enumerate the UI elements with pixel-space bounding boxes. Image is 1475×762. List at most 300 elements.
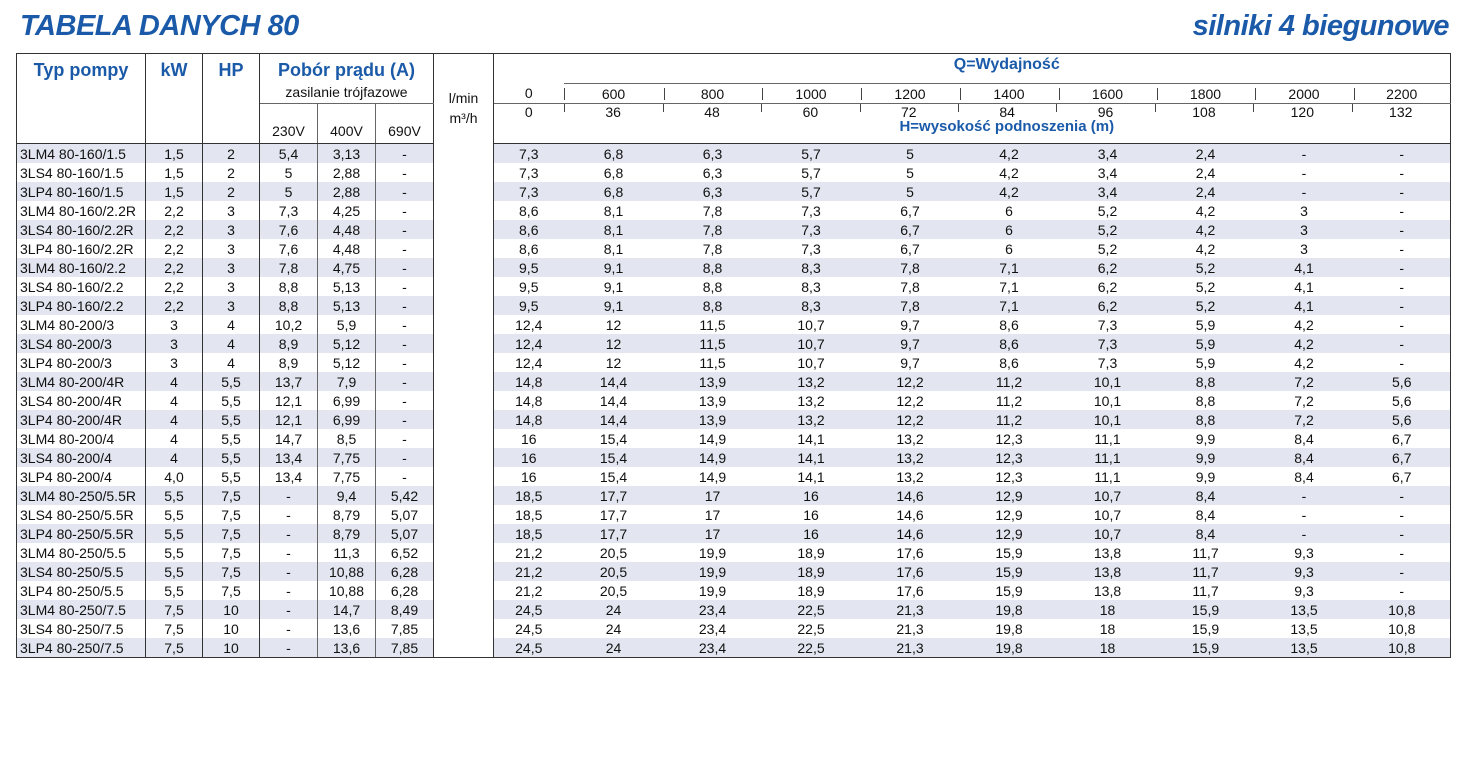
cell-head-q6: 18: [1059, 638, 1157, 658]
cell-typ-pompy: 3LM4 80-250/5.5: [17, 543, 146, 562]
cell-head-q4: 7,8: [861, 258, 960, 277]
cell-head-q4: 21,3: [896, 620, 924, 637]
cell-head-q8: -: [1255, 486, 1354, 505]
cell-400v: 10,88: [318, 581, 376, 600]
cell-head-q9: -: [1354, 334, 1451, 353]
cell-head-q2: 13,9: [664, 410, 762, 429]
page-subtitle: silniki 4 biegunowe: [1192, 10, 1449, 42]
cell-typ-pompy: 3LS4 80-200/4R: [17, 391, 146, 410]
cell-head-q3: 8,3: [801, 278, 821, 295]
cell-units-spacer: [434, 448, 494, 467]
cell-head-q8: -: [1301, 164, 1307, 181]
cell-head-q2: 23,4: [664, 638, 762, 658]
cell-230v: 13,7: [260, 372, 318, 391]
cell-690v: -: [376, 182, 434, 201]
cell-head-q7: 11,7: [1192, 544, 1219, 561]
cell-head-q1: 24: [564, 600, 664, 619]
cell-kw: 2,2: [146, 201, 203, 220]
cell-head-q5: 7,1: [960, 296, 1059, 315]
cell-690v: 5,07: [376, 505, 434, 524]
cell-head-q8: 3: [1255, 220, 1354, 239]
cell-230v: 13,4: [260, 448, 318, 467]
cell-400v: 4,48: [318, 220, 376, 239]
cell-kw: 2,2: [146, 258, 203, 277]
cell-head-q8: 7,2: [1294, 392, 1314, 409]
cell-head-q9: -: [1354, 277, 1451, 296]
cell-head-q3: 8,3: [762, 296, 861, 315]
cell-units-spacer: [434, 486, 494, 505]
cell-head-q2: 11,5: [664, 334, 762, 353]
flow-m3h-7: 108: [1155, 104, 1253, 120]
cell-690v: 5,42: [376, 486, 434, 505]
cell-head-q1: 6,8: [564, 144, 664, 164]
cell-head-q3: 5,7: [762, 182, 861, 201]
cell-head-q6: 18: [1099, 620, 1116, 637]
cell-head-q5: 8,6: [999, 354, 1019, 371]
cell-head-q3: 22,5: [797, 620, 825, 637]
cell-head-q4: 9,7: [900, 354, 920, 371]
cell-head-q8: 9,3: [1294, 544, 1314, 561]
header-q-wydajnosc: Q=Wydajność: [564, 54, 1451, 84]
cell-head-q1: 24: [564, 638, 664, 658]
cell-typ-pompy: 3LM4 80-250/7.5: [17, 600, 146, 619]
cell-typ-pompy: 3LM4 80-200/4R: [17, 372, 146, 391]
cell-690v: -: [376, 391, 434, 410]
cell-head-q4: 21,3: [861, 638, 960, 658]
cell-typ-pompy: 3LP4 80-250/5.5: [17, 581, 146, 600]
cell-400v: 7,75: [318, 467, 376, 486]
cell-head-q3: 10,7: [797, 316, 825, 333]
cell-head-q7: 9,9: [1195, 430, 1216, 447]
cell-head-q1: 15,4: [599, 430, 628, 447]
cell-230v: 12,1: [260, 410, 318, 429]
cell-head-q4: 14,6: [861, 486, 960, 505]
cell-head-q8: 4,1: [1255, 296, 1354, 315]
cell-head-q4: 12,2: [861, 372, 960, 391]
cell-head-q2: 7,8: [702, 240, 723, 257]
cell-head-q9: -: [1354, 562, 1451, 581]
cell-head-q5: 8,6: [999, 316, 1019, 333]
cell-690v: -: [376, 239, 434, 258]
cell-kw: 5,5: [146, 486, 203, 505]
cell-head-q2: 19,9: [698, 544, 727, 561]
cell-hp: 5,5: [203, 391, 260, 410]
cell-head-q3: 18,9: [797, 582, 825, 599]
flow-lmin-8: 2000: [1255, 84, 1354, 104]
cell-head-q0: 7,3: [494, 182, 564, 201]
flow-m3h-2: 48: [663, 104, 761, 120]
cell-units-spacer: [434, 505, 494, 524]
cell-head-q7: 15,9: [1191, 620, 1220, 637]
cell-head-q8: -: [1255, 144, 1354, 164]
cell-head-q2: 6,3: [664, 144, 762, 164]
flow-lmin-7: 1800: [1157, 84, 1255, 104]
cell-head-q4: 5: [861, 182, 960, 201]
cell-400v: 5,13: [318, 277, 376, 296]
cell-head-q9: 5,6: [1354, 391, 1451, 410]
cell-400v: 6,99: [318, 391, 376, 410]
table-row: [17, 372, 1451, 391]
cell-head-q2: 23,4: [664, 600, 762, 619]
cell-hp: 7,5: [203, 505, 260, 524]
cell-head-q6: 10,7: [1093, 506, 1122, 523]
table-row: [17, 429, 1451, 448]
cell-kw: 7,5: [146, 619, 203, 638]
cell-units-spacer: [434, 144, 494, 164]
cell-head-q2: 7,8: [664, 220, 762, 239]
flow-lmin-9: 2200: [1354, 84, 1451, 104]
cell-head-q1: 20,5: [599, 544, 628, 561]
cell-kw: 5,5: [146, 581, 203, 600]
cell-head-q1: 12: [605, 316, 622, 333]
cell-head-q7: 8,4: [1157, 486, 1255, 505]
cell-units-spacer: [434, 201, 494, 220]
cell-230v: 8,9: [260, 334, 318, 353]
cell-690v: 7,85: [376, 619, 434, 638]
cell-head-q7: 4,2: [1195, 240, 1216, 257]
cell-690v: -: [376, 410, 434, 429]
cell-typ-pompy: 3LM4 80-200/3: [17, 315, 146, 334]
table-row: [17, 562, 1451, 581]
cell-head-q8: 13,5: [1290, 620, 1318, 637]
cell-typ-pompy: 3LS4 80-250/5.5R: [17, 505, 146, 524]
cell-690v: -: [376, 296, 434, 315]
cell-head-q8: 13,5: [1255, 638, 1354, 658]
cell-230v: -: [260, 562, 318, 581]
cell-head-q0: 7,3: [494, 144, 564, 164]
cell-head-q6: 6,2: [1097, 278, 1118, 295]
cell-head-q2: 11,5: [699, 316, 726, 333]
cell-head-q8: 4,1: [1255, 258, 1354, 277]
header-hp: HP: [203, 54, 260, 144]
cell-230v: 7,6: [260, 220, 318, 239]
cell-head-q7: 2,4: [1195, 164, 1216, 181]
cell-units-spacer: [434, 638, 494, 658]
flow-m3h-6: 96: [1056, 104, 1154, 120]
cell-690v: -: [376, 429, 434, 448]
cell-hp: 4: [203, 334, 260, 353]
cell-hp: 10: [203, 638, 260, 658]
cell-head-q1: 20,5: [599, 582, 628, 599]
cell-690v: 6,28: [376, 581, 434, 600]
cell-hp: 5,5: [203, 448, 260, 467]
header-units: [434, 54, 494, 144]
cell-head-q5: 11,2: [960, 410, 1059, 429]
cell-head-q6: 5,2: [1059, 220, 1157, 239]
cell-400v: 7,9: [318, 372, 376, 391]
cell-kw: 2,2: [146, 220, 203, 239]
cell-head-q6: 6,2: [1059, 296, 1157, 315]
cell-kw: 2,2: [146, 239, 203, 258]
cell-hp: 5,5: [203, 467, 260, 486]
cell-230v: 14,7: [260, 429, 318, 448]
cell-units-spacer: [434, 429, 494, 448]
cell-head-q1: 6,8: [564, 182, 664, 201]
flow-m3h-0: 0: [494, 104, 564, 144]
cell-head-q0: 24,5: [494, 638, 564, 658]
cell-head-q0: 7,3: [519, 164, 539, 181]
cell-head-q5: 4,2: [960, 144, 1059, 164]
cell-head-q5: 15,9: [960, 562, 1059, 581]
cell-230v: 12,1: [260, 391, 318, 410]
cell-head-q3: 13,2: [797, 392, 825, 409]
cell-head-q4: 14,6: [861, 524, 960, 543]
cell-head-q4: 17,6: [896, 582, 924, 599]
flow-m3h-1: 36: [564, 104, 663, 120]
table-row: [17, 163, 1451, 182]
cell-head-q3: 16: [762, 486, 861, 505]
cell-head-q6: 10,1: [1059, 410, 1157, 429]
header-690v: 690V: [376, 104, 434, 144]
cell-head-q1: 8,1: [564, 220, 664, 239]
cell-400v: 11,3: [318, 543, 376, 562]
cell-head-q5: 12,3: [995, 430, 1023, 447]
cell-typ-pompy: 3LP4 80-200/4: [17, 467, 146, 486]
cell-hp: 7,5: [203, 543, 260, 562]
cell-690v: 5,07: [376, 524, 434, 543]
cell-head-q1: 8,1: [603, 202, 624, 219]
cell-head-q3: 14,1: [797, 430, 825, 447]
cell-units-spacer: [434, 353, 494, 372]
cell-head-q0: 12,4: [515, 354, 543, 371]
cell-400v: 5,12: [318, 334, 376, 353]
cell-head-q9: -: [1354, 239, 1451, 258]
table-row: [17, 638, 1451, 658]
cell-head-q6: 10,7: [1059, 486, 1157, 505]
cell-head-q3: 10,7: [797, 354, 825, 371]
cell-head-q3: 7,3: [762, 220, 861, 239]
cell-head-q6: 13,8: [1059, 562, 1157, 581]
cell-230v: 8,9: [260, 353, 318, 372]
cell-head-q6: 10,1: [1059, 372, 1157, 391]
flow-m3h-3: 60: [761, 104, 859, 120]
table-row: [17, 182, 1451, 201]
cell-head-q7: 5,9: [1195, 316, 1216, 333]
cell-typ-pompy: 3LP4 80-200/3: [17, 353, 146, 372]
cell-head-q6: 5,2: [1097, 202, 1118, 219]
cell-head-q5: 19,8: [960, 600, 1059, 619]
cell-units-spacer: [434, 372, 494, 391]
cell-head-q4: 17,6: [861, 562, 960, 581]
cell-head-q0: 9,5: [494, 258, 564, 277]
cell-head-q1: 15,4: [564, 448, 664, 467]
cell-hp: 10: [203, 619, 260, 638]
cell-690v: -: [376, 277, 434, 296]
cell-690v: 6,28: [376, 562, 434, 581]
cell-head-q7: 11,7: [1157, 562, 1255, 581]
cell-690v: -: [376, 201, 434, 220]
table-row: [17, 391, 1451, 410]
cell-head-q2: 19,9: [664, 562, 762, 581]
cell-head-q1: 9,1: [564, 258, 664, 277]
cell-head-q5: 19,8: [960, 638, 1059, 658]
cell-units-spacer: [434, 258, 494, 277]
cell-690v: -: [376, 220, 434, 239]
cell-head-q9: -: [1354, 258, 1451, 277]
cell-head-q7: 2,4: [1157, 182, 1255, 201]
cell-head-q5: 8,6: [960, 334, 1059, 353]
cell-head-q5: 4,2: [999, 164, 1019, 181]
cell-head-q6: 7,3: [1097, 354, 1118, 371]
cell-head-q8: 4,1: [1294, 278, 1314, 295]
cell-230v: 7,8: [260, 258, 318, 277]
cell-head-q6: 11,1: [1094, 430, 1121, 447]
cell-head-q7: 8,8: [1157, 410, 1255, 429]
cell-head-q0: 18,5: [494, 486, 564, 505]
header-400v: 400V: [318, 104, 376, 144]
cell-400v: 5,9: [318, 315, 376, 334]
cell-head-q5: 6: [960, 220, 1059, 239]
cell-typ-pompy: 3LP4 80-250/5.5R: [17, 524, 146, 543]
cell-typ-pompy: 3LM4 80-160/1.5: [17, 144, 146, 164]
cell-head-q3: 7,3: [801, 202, 821, 219]
cell-400v: 4,75: [318, 258, 376, 277]
cell-head-q1: 6,8: [603, 164, 624, 181]
cell-head-q7: 5,9: [1157, 334, 1255, 353]
cell-head-q0: 24,5: [494, 600, 564, 619]
cell-typ-pompy: 3LM4 80-160/2.2: [17, 258, 146, 277]
cell-head-q0: 9,5: [519, 278, 539, 295]
cell-head-q0: 8,6: [519, 202, 539, 219]
cell-head-q4: 5: [906, 164, 914, 181]
table-row: [17, 619, 1451, 638]
cell-400v: 13,6: [318, 638, 376, 658]
cell-head-q0: 18,5: [494, 524, 564, 543]
cell-typ-pompy: 3LS4 80-160/2.2: [17, 277, 146, 296]
cell-head-q9: -: [1354, 543, 1451, 562]
cell-head-q1: 12: [564, 334, 664, 353]
cell-head-q0: 14,8: [494, 372, 564, 391]
table-row: [17, 277, 1451, 296]
cell-head-q5: 12,9: [995, 506, 1023, 523]
cell-head-q0: 18,5: [515, 506, 543, 523]
cell-units-spacer: [434, 562, 494, 581]
cell-head-q6: 7,3: [1097, 316, 1118, 333]
cell-head-q1: 14,4: [599, 392, 628, 409]
cell-head-q1: 12: [605, 354, 622, 371]
cell-400v: 8,79: [318, 505, 376, 524]
cell-head-q0: 16: [520, 430, 537, 447]
cell-head-q5: 7,1: [960, 258, 1059, 277]
cell-typ-pompy: 3LS4 80-250/7.5: [17, 619, 146, 638]
cell-kw: 5,5: [146, 524, 203, 543]
cell-690v: -: [376, 467, 434, 486]
cell-kw: 1,5: [146, 182, 203, 201]
cell-hp: 7,5: [203, 581, 260, 600]
cell-typ-pompy: 3LS4 80-250/5.5: [17, 562, 146, 581]
cell-400v: 13,6: [318, 619, 376, 638]
header-230v: 230V: [260, 104, 318, 144]
cell-typ-pompy: 3LS4 80-200/3: [17, 334, 146, 353]
table-row: [17, 600, 1451, 619]
cell-690v: 8,49: [376, 600, 434, 619]
cell-typ-pompy: 3LM4 80-200/4: [17, 429, 146, 448]
cell-head-q4: 9,7: [861, 334, 960, 353]
cell-head-q8: 4,2: [1294, 316, 1314, 333]
cell-head-q0: 12,4: [494, 334, 564, 353]
cell-690v: 7,85: [376, 638, 434, 658]
cell-head-q2: 13,9: [664, 372, 762, 391]
cell-head-q3: 10,7: [762, 334, 861, 353]
cell-230v: 5,4: [260, 144, 318, 164]
cell-head-q1: 9,1: [564, 296, 664, 315]
cell-hp: 2: [203, 144, 260, 164]
cell-hp: 5,5: [203, 372, 260, 391]
cell-head-q1: 14,4: [564, 372, 664, 391]
cell-head-q3: 7,3: [801, 240, 821, 257]
cell-400v: 2,88: [318, 182, 376, 201]
cell-230v: 7,3: [260, 201, 318, 220]
cell-690v: -: [376, 163, 434, 182]
cell-head-q4: 21,3: [861, 600, 960, 619]
cell-head-q5: 12,9: [960, 486, 1059, 505]
cell-400v: 6,99: [318, 410, 376, 429]
cell-230v: 5: [260, 182, 318, 201]
cell-head-q3: 14,1: [762, 448, 861, 467]
cell-400v: 4,48: [318, 239, 376, 258]
flow-lmin-6: 1600: [1059, 84, 1157, 104]
header-kw: kW: [146, 54, 203, 144]
header-typ-pompy: Typ pompy: [17, 54, 146, 144]
cell-head-q8: 3: [1300, 240, 1308, 257]
cell-head-q7: 4,2: [1157, 220, 1255, 239]
table-row: [17, 543, 1451, 562]
cell-head-q8: 3: [1300, 202, 1308, 219]
cell-230v: 8,8: [260, 296, 318, 315]
cell-kw: 2,2: [146, 277, 203, 296]
cell-690v: -: [376, 372, 434, 391]
cell-typ-pompy: 3LS4 80-160/2.2R: [17, 220, 146, 239]
cell-head-q8: -: [1255, 524, 1354, 543]
cell-head-q4: 6,7: [861, 220, 960, 239]
cell-230v: -: [260, 581, 318, 600]
cell-400v: 8,5: [318, 429, 376, 448]
cell-head-q4: 13,2: [861, 448, 960, 467]
cell-head-q7: 5,9: [1195, 354, 1216, 371]
cell-head-q5: 4,2: [960, 182, 1059, 201]
cell-typ-pompy: 3LS4 80-160/1.5: [17, 163, 146, 182]
cell-690v: -: [376, 315, 434, 334]
cell-head-q9: -: [1354, 486, 1451, 505]
flow-lmin-4: 1200: [861, 84, 960, 104]
cell-head-q4: 7,8: [900, 278, 920, 295]
cell-head-q2: 11,5: [699, 354, 726, 371]
cell-head-q8: 8,4: [1294, 468, 1314, 485]
cell-head-q7: 2,4: [1157, 144, 1255, 164]
header-m3h-row: [564, 104, 1451, 144]
cell-head-q6: 13,8: [1093, 544, 1122, 561]
cell-400v: 14,7: [318, 600, 376, 619]
cell-head-q1: 15,4: [599, 468, 628, 485]
cell-head-q7: 8,8: [1195, 392, 1216, 409]
cell-kw: 4: [146, 410, 203, 429]
cell-head-q8: -: [1301, 506, 1307, 523]
cell-hp: 4: [203, 353, 260, 372]
cell-head-q3: 5,7: [801, 164, 821, 181]
cell-head-q5: 7,1: [999, 278, 1019, 295]
cell-head-q9: 6,7: [1354, 429, 1451, 448]
cell-head-q7: 15,9: [1157, 638, 1255, 658]
cell-400v: 10,88: [318, 562, 376, 581]
cell-head-q9: -: [1354, 296, 1451, 315]
cell-head-q7: 5,2: [1157, 296, 1255, 315]
cell-hp: 2: [203, 163, 260, 182]
page-title: TABELA DANYCH 80: [20, 10, 299, 42]
table-row: [17, 448, 1451, 467]
cell-head-q2: 7,8: [702, 202, 723, 219]
cell-head-q4: 13,2: [896, 430, 924, 447]
cell-hp: 3: [203, 258, 260, 277]
